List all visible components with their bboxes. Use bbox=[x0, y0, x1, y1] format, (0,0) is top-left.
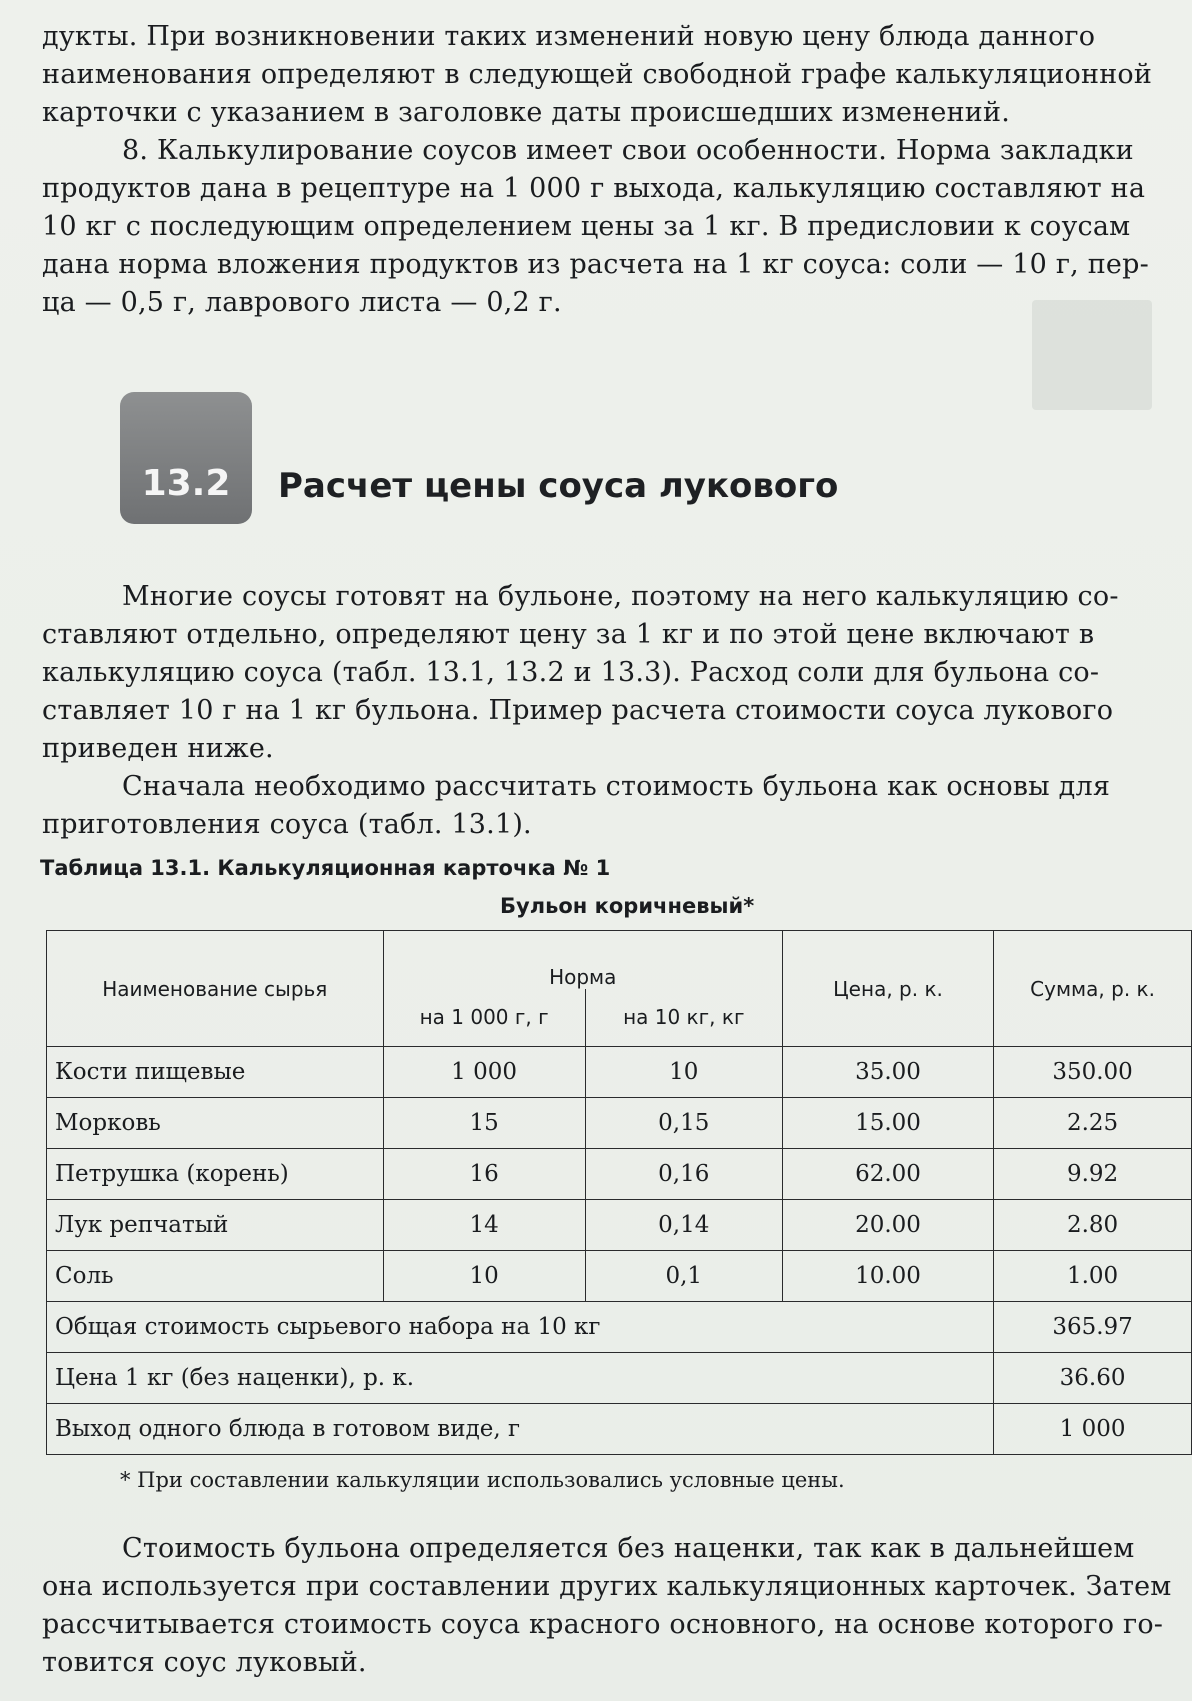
total-row bbox=[47, 1353, 1192, 1404]
table-row bbox=[47, 1251, 1192, 1302]
text-line: приготовления соуса (табл. 13.1). bbox=[42, 809, 532, 840]
header-sum: Сумма, р. к. bbox=[994, 931, 1192, 1047]
text-line: карточки с указанием в заголовке даты происшедших изменений. bbox=[42, 97, 1010, 128]
cell-name: Кости пищевые bbox=[47, 1047, 384, 1098]
text-line: она используется при составлении других калькуляционных карточек. Затем bbox=[42, 1571, 1172, 1602]
intro-paragraph bbox=[42, 578, 1192, 768]
cell-per-1000: 1 000 bbox=[383, 1047, 585, 1098]
table-caption bbox=[40, 856, 610, 880]
text-line: приведен ниже. bbox=[42, 733, 274, 764]
table-row bbox=[47, 1047, 1192, 1098]
total-value: 36.60 bbox=[994, 1353, 1192, 1404]
text-line: наименования определяют в следующей свободной графе калькуляционной bbox=[42, 59, 1153, 90]
cell-name: Морковь bbox=[47, 1098, 384, 1149]
footnote: * При составлении калькуляции использовались условные цены. bbox=[120, 1468, 845, 1492]
cell-name: Лук репчатый bbox=[47, 1200, 384, 1251]
top-paragraph bbox=[42, 18, 1192, 132]
cell-price: 20.00 bbox=[782, 1200, 993, 1251]
text-line: рассчитывается стоимость соуса красного основного, на основе которого го- bbox=[42, 1609, 1164, 1640]
text-line: товится соус луковый. bbox=[42, 1647, 367, 1678]
cell-sum: 2.80 bbox=[994, 1200, 1192, 1251]
table-caption-label: Таблица 13.1. bbox=[40, 856, 211, 880]
total-row bbox=[47, 1302, 1192, 1353]
item-8-paragraph bbox=[42, 132, 1192, 322]
total-label: Цена 1 кг (без наценки), р. к. bbox=[47, 1353, 994, 1404]
cell-per-10: 0,16 bbox=[585, 1149, 782, 1200]
total-row bbox=[47, 1404, 1192, 1455]
text-line: 8. Калькулирование соусов имеет свои особенности. Норма закладки bbox=[122, 135, 1134, 166]
text-line: Многие соусы готовят на бульоне, поэтому на него калькуляцию со- bbox=[122, 581, 1119, 612]
intro2-paragraph bbox=[42, 768, 1192, 844]
cell-per-1000: 14 bbox=[383, 1200, 585, 1251]
table-caption-text: Калькуляционная карточка № 1 bbox=[217, 856, 611, 880]
cell-sum: 2.25 bbox=[994, 1098, 1192, 1149]
table-row bbox=[47, 1098, 1192, 1149]
footnote-divider bbox=[120, 1454, 232, 1455]
text-line: ставляет 10 г на 1 кг бульона. Пример расчета стоимости соуса лукового bbox=[42, 695, 1114, 726]
cell-per-10: 0,15 bbox=[585, 1098, 782, 1149]
cell-price: 10.00 bbox=[782, 1251, 993, 1302]
total-label: Выход одного блюда в готовом виде, г bbox=[47, 1404, 994, 1455]
text-line: Стоимость бульона определяется без наценки, так как в дальнейшем bbox=[122, 1533, 1135, 1564]
cell-per-1000: 15 bbox=[383, 1098, 585, 1149]
cell-price: 15.00 bbox=[782, 1098, 993, 1149]
table-row bbox=[47, 1200, 1192, 1251]
table-subcaption: Бульон коричневый* bbox=[500, 894, 755, 918]
text-line: ца — 0,5 г, лаврового листа — 0,2 г. bbox=[42, 287, 562, 318]
cell-per-10: 0,1 bbox=[585, 1251, 782, 1302]
text-line: Сначала необходимо рассчитать стоимость бульона как основы для bbox=[122, 771, 1111, 802]
cell-per-10: 0,14 bbox=[585, 1200, 782, 1251]
text-line: 10 кг с последующим определением цены за 1 кг. В предисловии к соусам bbox=[42, 211, 1131, 242]
cell-per-10: 10 bbox=[585, 1047, 782, 1098]
total-label: Общая стоимость сырьевого набора на 10 кг bbox=[47, 1302, 994, 1353]
total-value: 365.97 bbox=[994, 1302, 1192, 1353]
header-per-1000: на 1 000 г, г bbox=[383, 989, 585, 1047]
total-value: 1 000 bbox=[994, 1404, 1192, 1455]
text-line: калькуляцию соуса (табл. 13.1, 13.2 и 13.3). Расход соли для бульона со- bbox=[42, 657, 1100, 688]
cell-per-1000: 10 bbox=[383, 1251, 585, 1302]
text-line: дана норма вложения продуктов из расчета на 1 кг соуса: соли — 10 г, пер- bbox=[42, 249, 1149, 280]
cell-price: 35.00 bbox=[782, 1047, 993, 1098]
header-per-10: на 10 кг, кг bbox=[585, 989, 782, 1047]
cell-name: Соль bbox=[47, 1251, 384, 1302]
section-number-badge: 13.2 bbox=[120, 392, 252, 524]
section-title: Расчет цены соуса лукового bbox=[278, 466, 839, 506]
header-norm: Норма bbox=[383, 931, 782, 989]
cell-sum: 350.00 bbox=[994, 1047, 1192, 1098]
cell-sum: 1.00 bbox=[994, 1251, 1192, 1302]
header-name: Наименование сырья bbox=[47, 931, 384, 1047]
cell-name: Петрушка (корень) bbox=[47, 1149, 384, 1200]
cell-price: 62.00 bbox=[782, 1149, 993, 1200]
table-row bbox=[47, 1149, 1192, 1200]
header-price: Цена, р. к. bbox=[782, 931, 993, 1047]
calculation-table bbox=[46, 930, 1192, 1455]
header-row bbox=[47, 931, 1192, 989]
cell-per-1000: 16 bbox=[383, 1149, 585, 1200]
cell-sum: 9.92 bbox=[994, 1149, 1192, 1200]
text-line: ставляют отдельно, определяют цену за 1 кг и по этой цене включают в bbox=[42, 619, 1095, 650]
text-line: дукты. При возникновении таких изменений новую цену блюда данного bbox=[42, 21, 1096, 52]
closing-paragraph bbox=[42, 1530, 1192, 1682]
text-line: продуктов дана в рецептуре на 1 000 г выхода, калькуляцию составляют на bbox=[42, 173, 1146, 204]
